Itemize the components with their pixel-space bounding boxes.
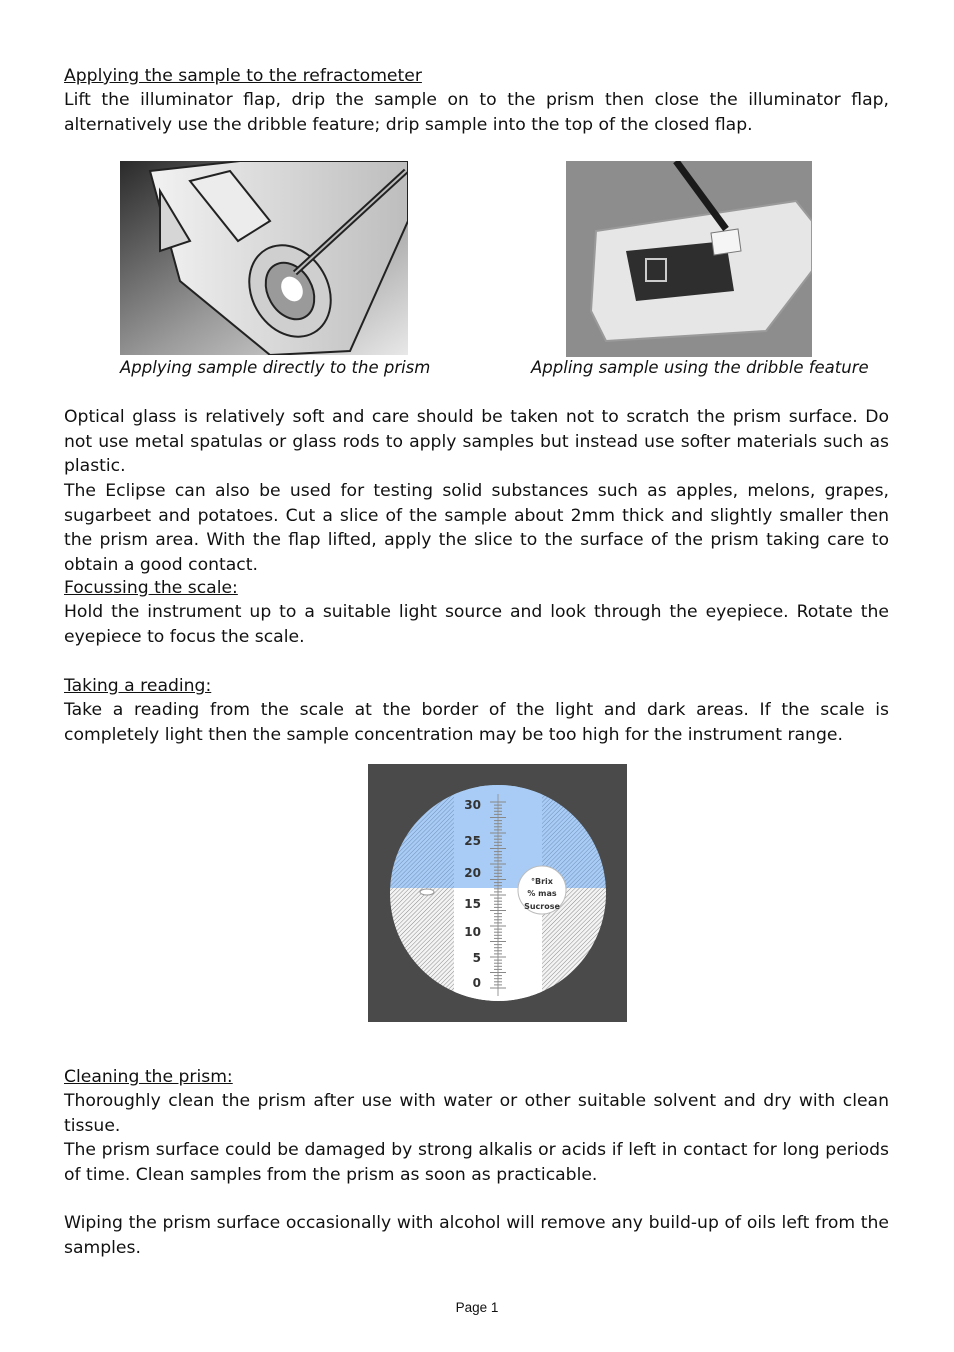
scale-unit-sucrose: Sucrose [524, 902, 560, 911]
scale-unit-mas: % mas [527, 889, 557, 898]
tick-label-10: 10 [464, 925, 481, 939]
cleaning-body-3: Wiping the prism surface occasionally with alcohol will remove any build-up of oils left from the samples. [64, 1213, 889, 1258]
focussing-body: Hold the instrument up to a suitable light source and look through the eyepiece. Rotate the eyepiece to focus the scale. [64, 602, 889, 647]
tick-label-25: 25 [464, 834, 481, 848]
focussing-heading: Focussing the scale: [64, 578, 238, 598]
tick-label-15: 15 [464, 897, 481, 911]
dribble-feature-photo [566, 161, 812, 357]
reading-heading: Taking a reading: [64, 676, 212, 696]
solids-paragraph: The Eclipse can also be used for testing solid substances such as apples, melons, grapes, sugarbeet and potatoes. Cut a slice of the sample about 2mm thick and slightly smaller then the prism area. With the flap lifted, apply the slice to the surface of the prism taking care to obtain a good contact. [64, 481, 889, 575]
cleaning-body-2: The prism surface could be damaged by strong alkalis or acids if left in contact for long periods of time. Clean samples from the prism as soon as practicable. [64, 1140, 889, 1185]
applying-body: Lift the illuminator flap, drip the sample on to the prism then close the illuminator flap, alternatively use the dribble feature; drip sample into the top of the closed flap. [64, 90, 889, 135]
cleaning-heading: Cleaning the prism: [64, 1067, 233, 1087]
scale-unit-brix: °Brix [531, 877, 553, 886]
tick-label-30: 30 [464, 798, 481, 812]
page-number: Page 1 [455, 1300, 499, 1315]
optical-glass-paragraph: Optical glass is relatively soft and care should be taken not to scratch the prism surface. Do not use metal spatulas or glass rods to apply samples but instead use softer materials such as plastic. [64, 407, 889, 476]
tick-label-0: 0 [472, 976, 481, 990]
prism-sample-drawing [120, 161, 408, 355]
right-figure-caption: Appling sample using the dribble feature [531, 358, 869, 377]
tick-label-20: 20 [464, 866, 481, 880]
tick-label-5: 5 [472, 951, 481, 965]
brix-scale-view [368, 764, 627, 1022]
left-figure-caption: Applying sample directly to the prism [120, 358, 431, 377]
cleaning-body-1: Thoroughly clean the prism after use with water or other suitable solvent and dry with clean tissue. [64, 1091, 889, 1136]
applying-heading: Applying the sample to the refractometer [64, 66, 422, 86]
reading-body: Take a reading from the scale at the border of the light and dark areas. If the scale is completely light then the sample concentration may be too high for the instrument range. [64, 700, 889, 745]
